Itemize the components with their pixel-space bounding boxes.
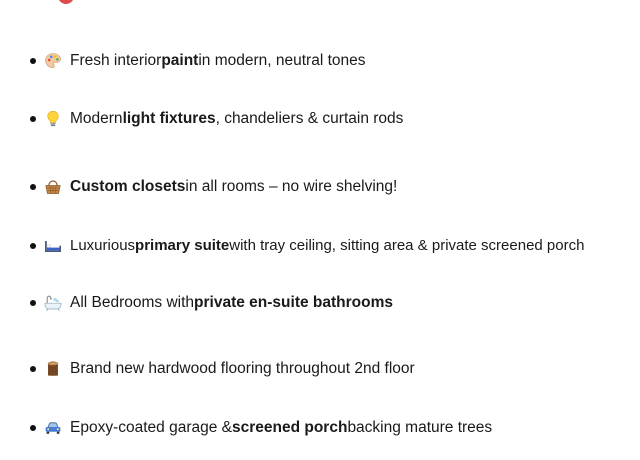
feature-text-bold: paint bbox=[161, 52, 199, 69]
feature-item-garage-porch bbox=[30, 418, 492, 438]
feature-item-primary-suite bbox=[30, 236, 584, 256]
feature-item-hardwood-flooring bbox=[30, 359, 415, 379]
feature-text-bold: screened porch bbox=[232, 419, 348, 436]
bullet bbox=[30, 425, 36, 431]
bullet bbox=[30, 300, 36, 306]
feature-text-pre: Fresh interior bbox=[70, 52, 162, 69]
cut-off-list-item bbox=[30, 0, 344, 4]
wood-log-icon bbox=[44, 360, 62, 378]
bullet bbox=[30, 243, 36, 249]
feature-text-bold: primary suite bbox=[135, 237, 230, 254]
bathtub-icon bbox=[44, 294, 62, 312]
feature-text-post: with tray ceiling, sitting area & private screened porch bbox=[229, 237, 585, 254]
bullet bbox=[30, 58, 36, 64]
feature-text-bold: light fixtures bbox=[122, 110, 216, 127]
feature-item-paint bbox=[30, 51, 366, 71]
feature-text-bold: private en-suite bathrooms bbox=[194, 294, 394, 311]
feature-text-pre: Epoxy-coated garage & bbox=[70, 419, 232, 436]
light-bulb-icon bbox=[44, 110, 62, 128]
feature-item-custom-closets bbox=[30, 177, 397, 197]
feature-text-post: in modern, neutral tones bbox=[198, 52, 366, 69]
feature-text-pre: Luxurious bbox=[70, 237, 136, 254]
bullet bbox=[30, 116, 36, 122]
feature-text-bold: Custom closets bbox=[70, 178, 186, 195]
bed-icon bbox=[44, 237, 62, 255]
feature-text-post: , chandeliers & curtain rods bbox=[215, 110, 404, 127]
feature-text-pre: Modern bbox=[70, 110, 123, 127]
emoji-icon bbox=[58, 0, 74, 4]
feature-text-post: backing mature trees bbox=[347, 419, 493, 436]
palette-icon bbox=[44, 52, 62, 70]
bullet bbox=[30, 366, 36, 372]
bullet bbox=[30, 184, 36, 190]
feature-text-pre: Brand new hardwood flooring throughout 2nd floor bbox=[70, 360, 415, 377]
basket-icon bbox=[44, 178, 62, 196]
feature-text-pre: All Bedrooms with bbox=[70, 294, 195, 311]
car-icon bbox=[44, 419, 62, 437]
feature-text-post: in all rooms – no wire shelving! bbox=[185, 178, 398, 195]
feature-item-light-fixtures bbox=[30, 109, 403, 129]
feature-item-en-suite-bathrooms bbox=[30, 293, 393, 313]
